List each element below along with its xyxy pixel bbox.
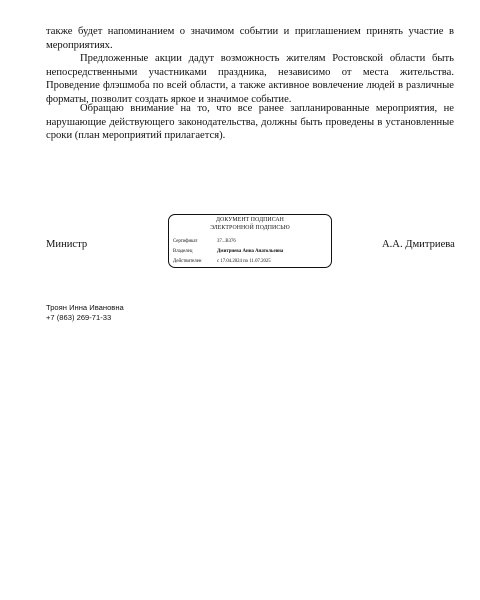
stamp-validity-value: с 17.04.2024 по 11.07.2025 [217, 259, 271, 264]
stamp-owner-value: Дмитриева Анна Анатольевна [217, 249, 284, 254]
stamp-certificate-label: Сертификат [173, 239, 198, 244]
signer-name: А.А. Дмитриева [382, 239, 455, 250]
stamp-certificate-value: 37...B376 [217, 239, 236, 244]
stamp-owner-label: Владелец [173, 249, 193, 254]
stamp-validity-label: Действителен [173, 259, 202, 264]
stamp-title-line-2: ЭЛЕКТРОННОЙ ПОДПИСЬЮ [210, 225, 290, 231]
body-paragraph: Обращаю внимание на то, что все ранее запланированные мероприятия, не нарушающие действующего законодательства, должны быть проведены в установленные сроки (план мероприятий прилагается). [46, 103, 454, 142]
signer-position: Министр [46, 239, 88, 250]
contact-person-name: Троян Инна Ивановна [46, 303, 124, 312]
contact-phone: +7 (863) 269-71-33 [46, 313, 112, 322]
body-paragraph: Предложенные акции дадут возможность жителям Ростовской области быть непосредственными участниками праздника, независимо от места жительства. Проведение флэшмоба по всей области, а также активное вовлечение людей в различные форматы, позволит создать яркое и значимое событие. [46, 53, 454, 105]
stamp-certificate-row [173, 239, 236, 245]
body-paragraph: также будет напоминанием о значимом событии и приглашением принять участие в мероприятиях. [46, 26, 454, 51]
stamp-title-line-1: ДОКУМЕНТ ПОДПИСАН [216, 217, 284, 223]
stamp-owner-row [173, 249, 283, 255]
stamp-validity-row [173, 259, 271, 265]
electronic-signature-stamp [168, 214, 332, 268]
